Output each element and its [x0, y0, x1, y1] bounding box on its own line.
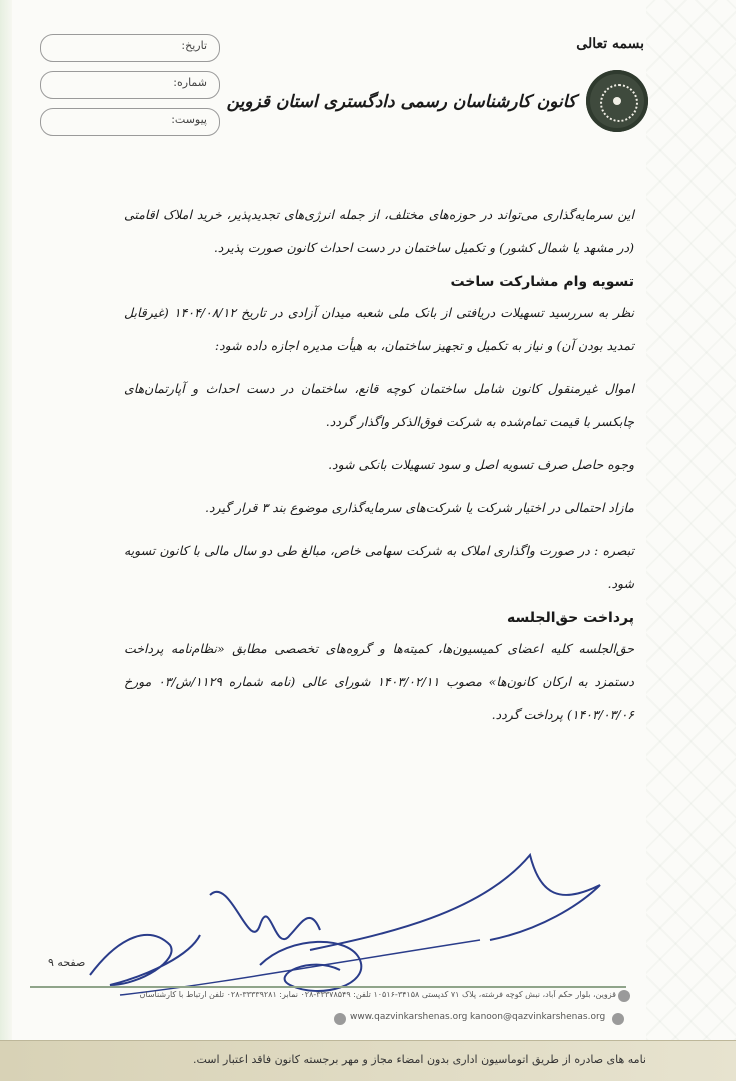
notice-text: نامه های صادره از طریق اتوماسیون اداری بدون امضاء مجاز و مهر برجسته کانون فاقد اعتبار است. [192, 1053, 646, 1066]
paragraph-loan-maturity: نظر به سررسید تسهیلات دریافتی از بانک ملی شعبه میدان آزادی در تاریخ ۱۴۰۴/۰۸/۱۲ (غیرقابل تمدید بودن آن) و نیاز به تکمیل و تجهیز ساختمان، به هیأت مدیره اجازه داده شود: [124, 305, 634, 353]
web-icon [334, 1013, 346, 1025]
footer-email: kanoon@qazvinkarshenas.org [470, 1012, 606, 1022]
attachment-field [40, 108, 220, 136]
date-field [40, 34, 220, 62]
letter-body [124, 198, 634, 741]
paragraph-properties: اموال غیرمنقول کانون شامل ساختمان کوچه قانع، ساختمان در دست احداث و آپارتمان‌های چابکسر با قیمت تمام‌شده به شرکت فوق‌الذکر واگذار گردد. [124, 381, 634, 429]
paragraph-note: تبصره : در صورت واگذاری املاک به شرکت سهامی خاص، مبالغ طی دو سال مالی با کانون تسویه شود. [124, 543, 634, 591]
heading-loan-settlement: تسویه وام مشارکت ساخت [450, 274, 634, 290]
header-motto: بسمه تعالی [576, 36, 644, 52]
date-label: تاریخ: [181, 39, 207, 52]
email-icon [612, 1013, 624, 1025]
letter-meta-fields [40, 34, 220, 145]
heading-meeting-fees: پرداخت حق‌الجلسه [506, 610, 634, 626]
footer-website: www.qazvinkarshenas.org [350, 1012, 468, 1022]
paragraph-proceeds: وجوه حاصل صرف تسویه اصل و سود تسهیلات بانکی شود. [328, 457, 634, 472]
number-label: شماره: [173, 76, 207, 89]
paragraph-investment: این سرمایه‌گذاری می‌تواند در حوزه‌های مختلف، از جمله انرژی‌های تجدیدپذیر، خرید املاک اقامتی (در مشهد یا شمال کشور) و تکمیل ساختمان در دست احداث کانون صورت پذیرد. [124, 207, 634, 255]
page-number: صفحه ۹ [48, 956, 86, 969]
signatures-icon [60, 835, 660, 1005]
decorative-stripe [0, 0, 12, 1040]
location-icon [618, 990, 630, 1002]
paragraph-meeting-fees: حق‌الجلسه کلیه اعضای کمیسیون‌ها، کمیته‌ها و گروه‌های تخصصی مطابق «نظام‌نامه پرداخت دستمزد به ارکان کانون‌ها» مصوب ۱۴۰۳/۰۲/۱۱ شورای عالی (نامه شماره ۱۱۲۹/ش/۰۳ مورخ ۱۴۰۳/۰۳/۰۶) پرداخت گردد. [124, 641, 634, 722]
notice-bar [0, 1040, 736, 1081]
org-logo-icon [586, 70, 648, 132]
attachment-label: پیوست: [171, 113, 207, 126]
footer-divider [30, 986, 626, 988]
number-field [40, 71, 220, 99]
footer-address: قزوین، بلوار حکم آباد، نبش کوچه فرشته، پلاک ۷۱ کدپستی ۳۴۱۵۸-۱۰۵۱۶ تلفن: ۳۳۳۷۸۵۴۹-۰۲۸ نمابر: ۳۳۳۳۹۲۸۱-۰۲۸ تلفن ارتباط با کارشناسان [139, 990, 616, 999]
paragraph-surplus: مازاد احتمالی در اختیار شرکت یا شرکت‌های سرمایه‌گذاری موضوع بند ۳ قرار گیرد. [205, 500, 634, 515]
org-name: کانون کارشناسان رسمی دادگستری استان قزوین [226, 92, 576, 112]
